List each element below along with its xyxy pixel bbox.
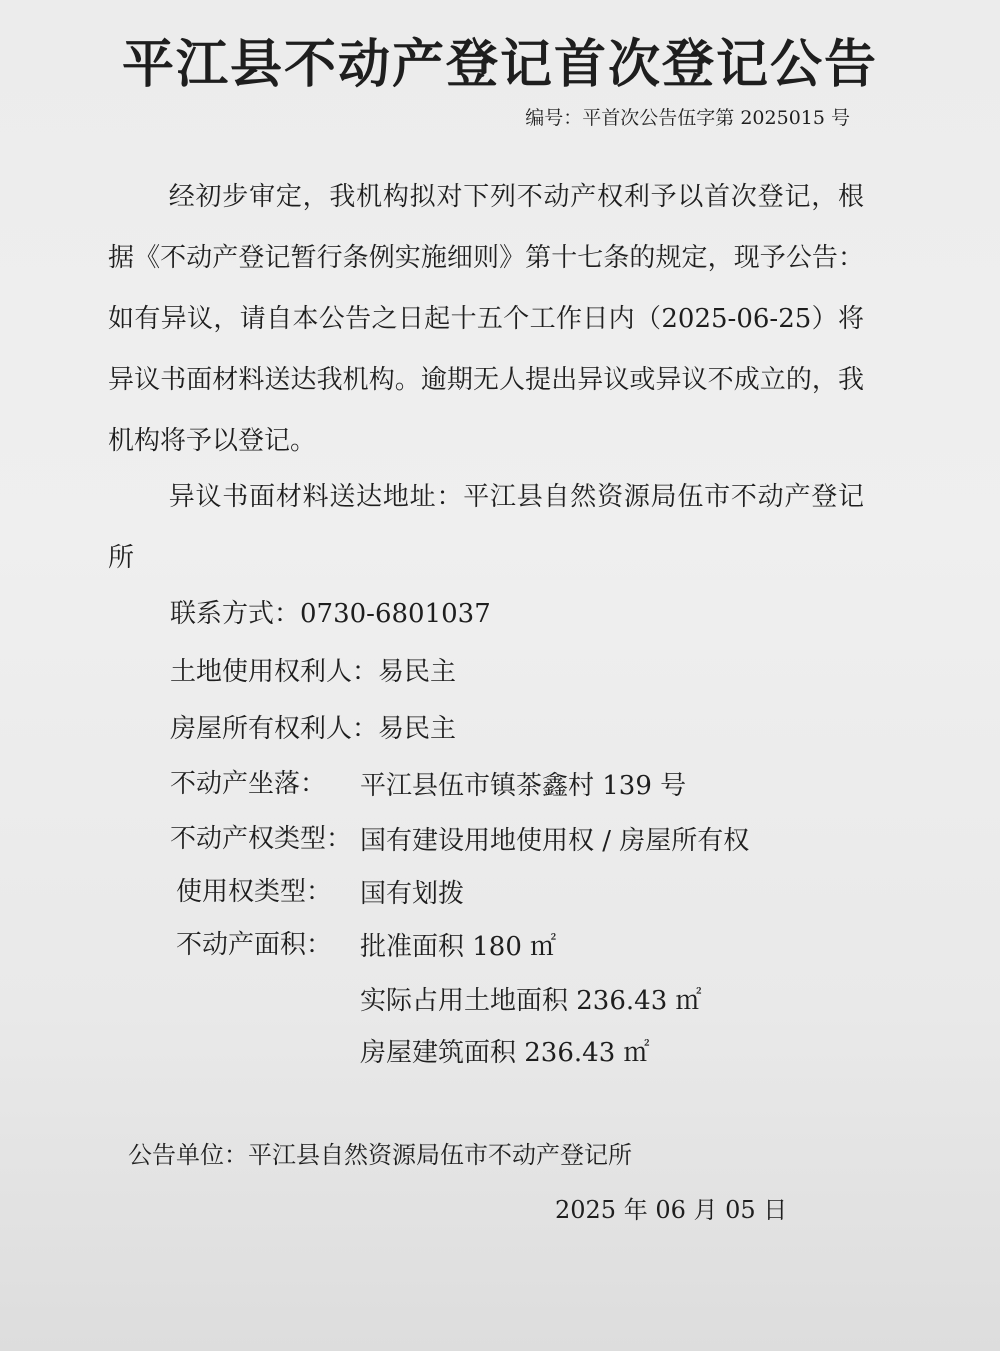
notice-paragraph-1-text: 经初步审定，我机构拟对下列不动产权利予以首次登记，根据《不动产登记暂行条例实施细则》第十七条的规定，现予公告：如有异议，请自本公告之日起十五个工作日内（2025-06-25）将异议书面材料送达我机构。逾期无人提出异议或异议不成立的，我机构将予以登记。 xyxy=(108,182,864,456)
notice-title: 平江县不动产登记首次登记公告 xyxy=(121,34,878,95)
house-right-holder-line: 房屋所有权利人：易民主 xyxy=(170,714,457,744)
area-label: 不动产面积： xyxy=(176,930,333,960)
area-building-value: 房屋建筑面积 236.43 ㎡ xyxy=(360,1038,650,1068)
area-approved-value: 批准面积 180 ㎡ xyxy=(360,932,557,962)
document-number: 编号：平首次公告伍字第 2025015 号 xyxy=(525,107,850,129)
use-type-label: 使用权类型： xyxy=(176,877,333,907)
area-actual-land-value: 实际占用土地面积 236.43 ㎡ xyxy=(360,986,702,1016)
location-value: 平江县伍市镇茶鑫村 139 号 xyxy=(360,771,687,801)
objection-address-paragraph xyxy=(108,467,864,589)
issuer-line: 公告单位：平江县自然资源局伍市不动产登记所 xyxy=(128,1141,632,1169)
right-type-value: 国有建设用地使用权 / 房屋所有权 xyxy=(360,826,750,856)
notice-paragraph-1 xyxy=(108,167,864,472)
use-type-value: 国有划拨 xyxy=(360,879,465,909)
contact-line: 联系方式：0730-6801037 xyxy=(170,599,491,629)
objection-address-text: 异议书面材料送达地址：平江县自然资源局伍市不动产登记所 xyxy=(108,482,864,573)
land-right-holder-line: 土地使用权利人：易民主 xyxy=(170,657,457,687)
notice-date: 2025 年 06 月 05 日 xyxy=(555,1196,788,1224)
location-label: 不动产坐落： xyxy=(170,769,327,799)
right-type-label: 不动产权类型： xyxy=(170,824,353,854)
